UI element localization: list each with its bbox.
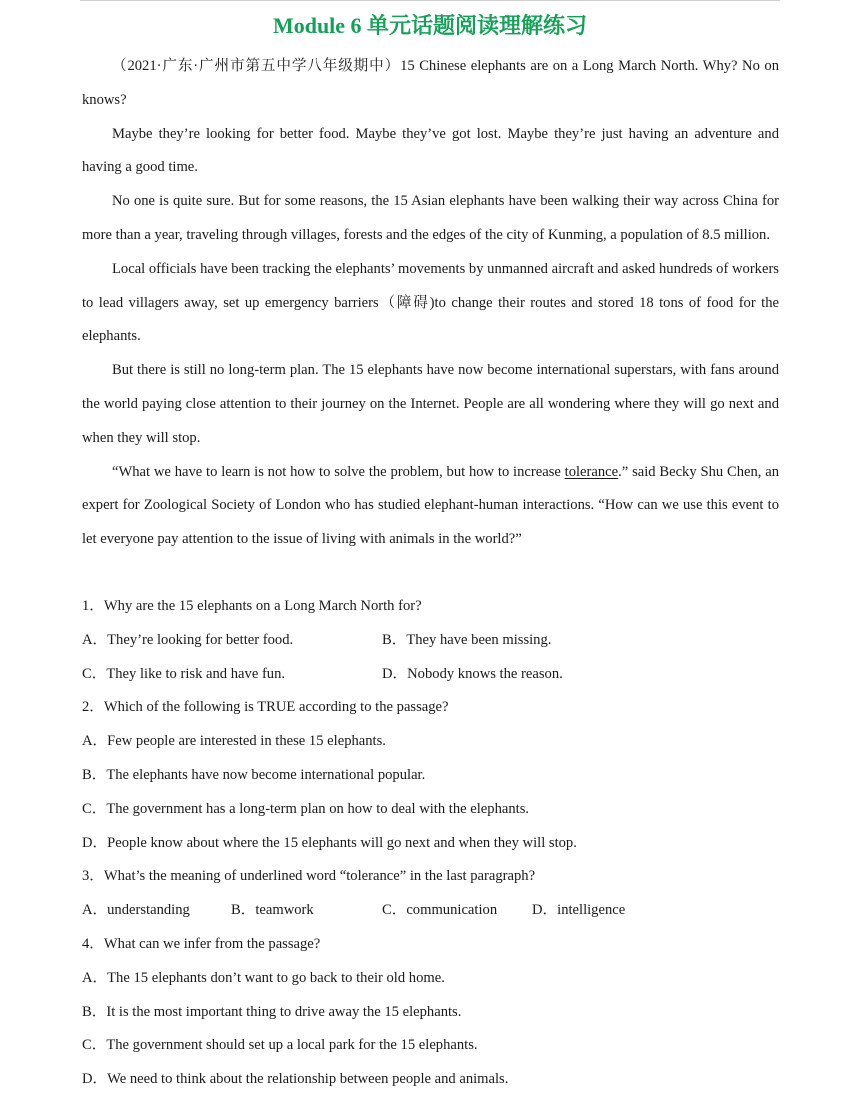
question-3-stem: 3．What’s the meaning of underlined word “tolerance” in the last paragraph? <box>82 868 536 885</box>
question-3-option-b: B．teamwork <box>231 902 314 919</box>
passage-paragraph-2: Maybe they’re looking for better food. Maybe they’ve got lost. Maybe they’re just having an adventure and having a good time. <box>82 125 779 176</box>
passage-paragraph-1: （2021·广东·广州市第五中学八年级期中）15 Chinese elephants are on a Long March North. Why? No on knows? <box>82 58 779 108</box>
question-4-option-c: C．The government should set up a local park for the 15 elephants. <box>82 1037 478 1054</box>
question-1-option-b: B．They have been missing. <box>382 631 552 648</box>
question-3-options-row <box>82 894 779 928</box>
header-rule <box>80 0 780 1</box>
question-1-option-c: C．They like to risk and have fun. <box>82 665 286 682</box>
question-4-stem: 4．What can we infer from the passage? <box>82 935 321 952</box>
passage-paragraph-5: But there is still no long-term plan. The 15 elephants have now become international superstars, with fans around the world paying close attention to their journey on the Internet. People are all wondering where they will go next and when they will stop. <box>82 362 779 446</box>
passage-paragraph-6 <box>82 456 779 557</box>
question-1-stem: 1．Why are the 15 elephants on a Long March North for? <box>82 598 422 614</box>
question-1-options-row-1 <box>82 624 779 658</box>
question-1-option-a: A．They’re looking for better food. <box>82 631 294 648</box>
question-3-option-d: D．intelligence <box>532 902 626 919</box>
underlined-word-tolerance: tolerance <box>564 463 619 480</box>
passage-paragraph-4: Local officials have been tracking the elephants’ movements by unmanned aircraft and asked hundreds of workers to lead villagers away, set up emergency barriers（障碍)to change their routes and stored 18 tons of food for the elephants. <box>82 260 779 345</box>
question-2-option-c: C．The government has a long-term plan on how to deal with the elephants. <box>82 800 530 817</box>
question-4-option-d: D．We need to think about the relationship between people and animals. <box>82 1071 509 1088</box>
paragraph-6-text-before: “What we have to learn is not how to solve the problem, but how to increase <box>112 463 565 480</box>
page-title: Module 6 单元话题阅读理解练习 <box>272 13 588 38</box>
question-3-option-c: C．communication <box>382 902 498 919</box>
reading-passage <box>82 50 779 557</box>
paragraph-6-text-after: .” said Becky Shu Chen, an expert for Zoological Society of London who has studied elephant-human interactions. “How can we use this event to let everyone pay attention to the issue of living with animals in the world?” <box>82 463 779 548</box>
question-2-option-a: A．Few people are interested in these 15 elephants. <box>82 733 386 750</box>
question-2-option-b: B．The elephants have now become international popular. <box>82 766 426 783</box>
question-4-option-b: B．It is the most important thing to drive away the 15 elephants. <box>82 1003 462 1020</box>
question-1-options-row-2 <box>82 658 779 692</box>
question-2-option-d: D．People know about where the 15 elephants will go next and when they will stop. <box>82 834 577 851</box>
question-1-option-d: D．Nobody knows the reason. <box>382 665 563 682</box>
question-4-option-a: A．The 15 elephants don’t want to go back to their old home. <box>82 969 445 986</box>
question-2-stem: 2．Which of the following is TRUE according to the passage? <box>82 699 449 716</box>
question-3-option-a: A．understanding <box>82 902 190 919</box>
question-list <box>82 590 779 1097</box>
passage-paragraph-3: No one is quite sure. But for some reasons, the 15 Asian elephants have been walking their way across China for more than a year, traveling through villages, forests and the edges of the city of Kunming, a population of 8.5 million. <box>82 193 779 243</box>
